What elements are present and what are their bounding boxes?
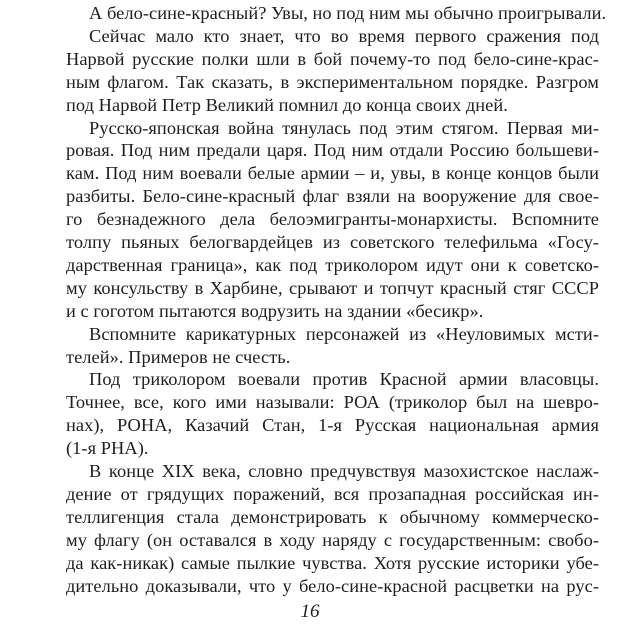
text-line: му консульству в Харбине, срывают и топчут красный стяг СССР	[66, 277, 599, 298]
text-line: Русско-японская война тянулась под этим стягом. Первая ми-	[89, 117, 599, 138]
text-line: ровая. Под ним предали царя. Под ним отдали Россию большеви-	[66, 140, 599, 161]
text-line: Точнее, все, кого ими называли: РОА (триколор был на шевро-	[66, 392, 599, 413]
text-line: Под триколором воевали против Красной армии власовцы.	[89, 369, 599, 390]
text-line: да как-никак) самые пылкие чувства. Хотя русские историки убе-	[66, 552, 599, 573]
text-line: Нарвой русские полки шли в бой почему-то под бело-сине-крас-	[66, 48, 599, 69]
text-line: ным флагом. Так сказать, в экспериментальном порядке. Разгром	[66, 71, 599, 92]
text-line: дение от грядущих поражений, вся прозападная российская ин-	[66, 483, 599, 504]
text-line: разбиты. Бело-сине-красный флаг взяли на вооружение для свое-	[66, 186, 599, 207]
text-line: Сейчас мало кто знает, что во время первого сражения под	[89, 25, 599, 46]
text-line: телей». Примеров не счесть.	[66, 346, 291, 367]
text-line: дарственная граница», как под триколором идут они к советско-	[66, 254, 599, 275]
text-line: му флагу (он оставался в ходу наряду с государственным: свобо-	[66, 529, 599, 550]
text-line: (1-я РНА).	[66, 438, 149, 459]
text-line: го безнадежного дела белоэмигранты-монархисты. Вспомните	[66, 209, 599, 230]
text-line: толпу пьяных белогвардейцев из советского телефильма «Госу-	[66, 232, 599, 252]
text-line: А бело-сине-красный? Увы, но под ним мы обычно проигрывали.	[89, 3, 607, 23]
text-line: и с гоготом пытаются водрузить на здании «бесикр».	[66, 300, 484, 321]
page-number: 16	[300, 601, 320, 622]
text-line: кам. Под ним воевали белые армии – и, увы, в конце концов были	[66, 163, 599, 184]
text-line: В конце XIX века, словно предчувствуя мазохистское наслаж-	[89, 461, 599, 481]
text-line: дительно доказывали, что у бело-сине-красной расцветки на рус-	[66, 575, 599, 596]
text-line: Вспомните карикатурных персонажей из «Неуловимых мсти-	[89, 323, 599, 344]
text-line: теллигенция стала демонстрировать к обычному коммерческо-	[66, 506, 599, 527]
text-line: под Нарвой Петр Великий помнил до конца своих дней.	[66, 94, 508, 115]
text-line: нах), РОНА, Казачий Стан, 1-я Русская национальная армия	[66, 415, 599, 436]
